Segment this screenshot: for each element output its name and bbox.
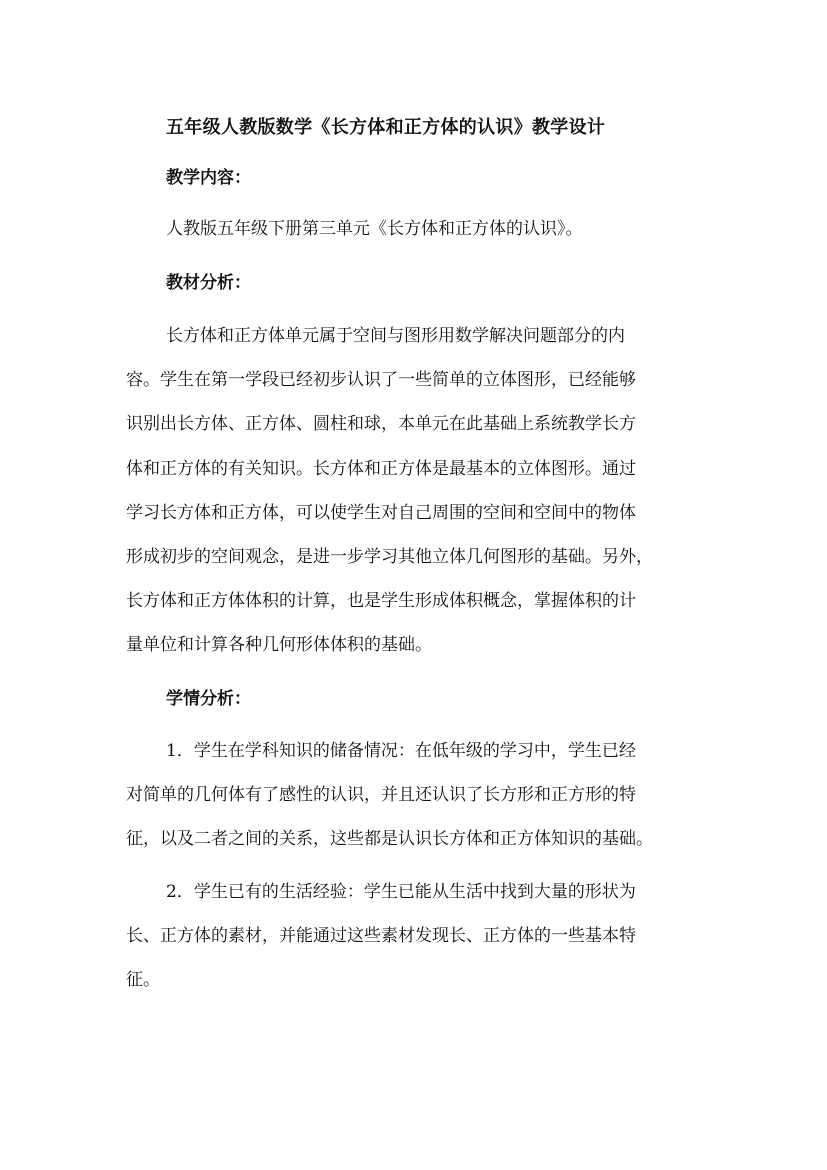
heading-teaching-content: 教学内容： xyxy=(166,168,251,188)
analysis-line: 长方体和正方体体积的计算，也是学生形成体积概念，掌握体积的计 xyxy=(126,591,636,611)
teaching-content-text: 人教版五年级下册第三单元《长方体和正方体的认识》。 xyxy=(166,219,583,239)
student-item2-line: 征。 xyxy=(126,970,160,990)
analysis-line: 容。学生在第一学段已经初步认识了一些简单的立体图形，已经能够 xyxy=(126,370,636,390)
student-item1-line: 征，以及二者之间的关系，这些都是认识长方体和正方体知识的基础。 xyxy=(126,829,653,849)
student-item2-line: 2．学生已有的生活经验：学生已能从生活中找到大量的形状为 xyxy=(166,882,636,902)
analysis-line: 量单位和计算各种几何形体体积的基础。 xyxy=(126,635,432,655)
student-item2-line: 长、正方体的素材，并能通过这些素材发现长、正方体的一些基本特 xyxy=(126,926,636,946)
heading-student-analysis: 学情分析： xyxy=(166,689,251,709)
student-item1-line: 对简单的几何体有了感性的认识，并且还认识了长方形和正方形的特 xyxy=(126,785,636,805)
heading-textbook-analysis: 教材分析： xyxy=(166,273,251,293)
analysis-line: 识别出长方体、正方体、圆柱和球，本单元在此基础上系统教学长方 xyxy=(126,414,636,434)
analysis-line: 体和正方体的有关知识。长方体和正方体是最基本的立体图形。通过 xyxy=(126,459,636,479)
student-item1-line: 1．学生在学科知识的储备情况：在低年级的学习中，学生已经 xyxy=(166,741,636,761)
document-title: 五年级人教版数学《长方体和正方体的认识》教学设计 xyxy=(166,117,606,138)
analysis-line: 学习长方体和正方体，可以使学生对自己周围的空间和空间中的物体 xyxy=(126,503,636,523)
analysis-line: 长方体和正方体单元属于空间与图形用数学解决问题部分的内 xyxy=(166,326,625,346)
analysis-line: 形成初步的空间观念，是进一步学习其他立体几何图形的基础。另外， xyxy=(126,547,653,567)
